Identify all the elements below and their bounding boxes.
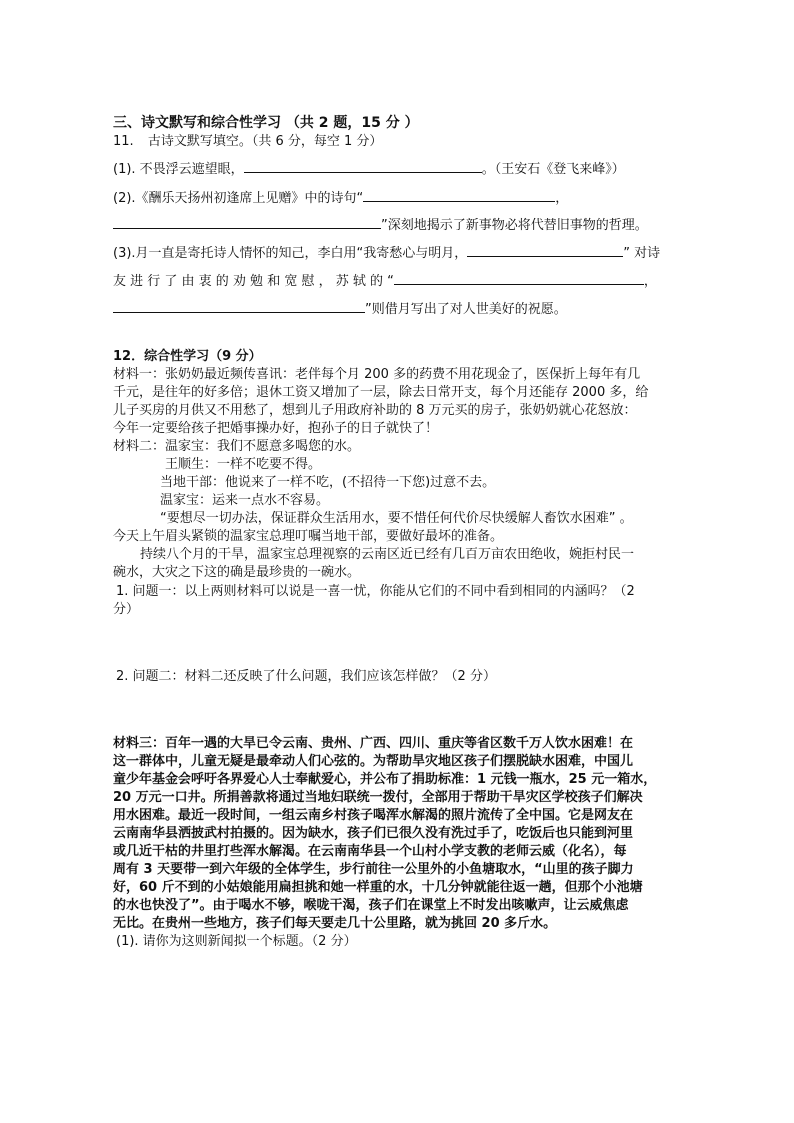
q11-item-1	[113, 160, 625, 179]
question-2: 2. 问题二：材料二还反映了什么问题，我们应该怎样做？（2 分）	[116, 669, 496, 684]
q11-item-3-line3	[113, 300, 567, 319]
q11-item-2-ending: ”深刻地揭示了新事物必将代替旧事物的哲理。	[381, 218, 648, 233]
q11-item-2-prefix: (2).《酬乐天扬州初逢席上见赠》中的诗句“	[113, 191, 364, 206]
material-3-line: 无比。在贵州一些地方，孩子们每天要走几十公里路，就为挑回 20 多斤水。	[113, 916, 557, 931]
material-3-line: 这一群体中，儿童无疑是最牵动人们心弦的。为帮助旱灾地区孩子们摆脱缺水困难，中国儿	[113, 754, 634, 769]
material-2-line: 今天上午眉头紧锁的温家宝总理叮嘱当地干部，要做好最坏的准备。	[113, 529, 504, 544]
material-1-line: 材料一：张奶奶最近频传喜讯：老伴每个月 200 多的药费不用花现金了，医保折上每年有几	[113, 367, 641, 382]
material-1-line: 儿子买房的月供又不用愁了，想到儿子用政府补助的 8 万元买的房子，张奶奶就心花怒放：	[113, 403, 637, 418]
material-2-line: 当地干部：他说来了一样不吃，(不招待一下您)过意不去。	[160, 475, 496, 490]
answer-blank[interactable]	[244, 160, 482, 173]
material-2-line: 王顺生：一样不吃要不得。	[165, 457, 322, 472]
q11-item-2-line2	[113, 216, 648, 235]
material-2-line: 持续八个月的干旱，温家宝总理视察的云南区近已经有几百万亩农田绝收，婉拒村民一	[140, 547, 635, 562]
q11-intro	[113, 133, 382, 151]
q11-number: 11.	[113, 134, 134, 149]
q11-item-3-line2-comma: ，	[643, 274, 657, 289]
q11-item-3-mid: ” 对诗	[623, 246, 661, 261]
question-1: 1. 问题一：以上两则材料可以说是一喜一忧，你能从它们的不同中看到相同的内涵吗？（2	[116, 584, 635, 599]
answer-blank[interactable]	[394, 272, 644, 285]
section-heading: 三、诗文默写和综合性学习 （共 2 题，15 分 ）	[113, 115, 419, 131]
material-1-line: 千元，是往年的好多倍；退休工资又增加了一层，除去日常开支，每个月还能存 2000 多，给	[113, 385, 649, 400]
material-2-line: 温家宝：运来一点水不容易。	[160, 493, 330, 508]
material-3-line: 材料三：百年一遇的大旱已令云南、贵州、广西、四川、重庆等省区数千万人饮水困难！在	[113, 736, 634, 751]
q11-instruction: 古诗文默写填空。（共 6 分，每空 1 分）	[147, 134, 383, 149]
material-3-line: 20 万元一口井。所捐善款将通过当地妇联统一拨付，全部用于帮助干旱灾区学校孩子们解决	[113, 790, 643, 805]
q11-item-3-ending: ”则借月写出了对人世美好的祝愿。	[365, 302, 567, 317]
material-3-line: 好，60 斤不到的小姑娘能用扁担挑和她一样重的水，十几分钟就能往返一趟，但那个小池塘	[113, 880, 643, 895]
q11-item-2-comma: ，	[555, 191, 569, 206]
material-2-line: 碗水，大灾之下这的确是最珍贵的一碗水。	[113, 565, 361, 580]
q11-item-3-line2-prefix: 友 进 行 了 由 衷 的 劝 勉 和 宽 慰 ， 苏 轼 的 “	[113, 274, 394, 289]
q11-item-3-line2	[113, 272, 657, 291]
answer-blank[interactable]	[113, 300, 365, 313]
material-2-line: “要想尽一切办法，保证群众生活用水，要不惜任何代价尽快缓解人畜饮水困难” 。	[160, 511, 633, 526]
answer-blank[interactable]	[363, 189, 555, 202]
q11-item-3-prefix: (3).月一直是寄托诗人情怀的知己，李白用“我寄愁心与明月，	[113, 246, 468, 261]
material-3-line: 用水困难。最近一段时间，一组云南乡村孩子喝浑水解渴的照片流传了全中国。它是网友在	[113, 808, 634, 823]
material-1-line: 今年一定要给孩子把婚事操办好，抱孙子的日子就快了！	[113, 421, 439, 436]
answer-blank[interactable]	[467, 244, 623, 257]
q11-item-1-prefix: (1). 不畏浮云遮望眼，	[113, 162, 244, 177]
material-2-line: 材料二：温家宝：我们不愿意多喝您的水。	[113, 439, 361, 454]
q11-item-2	[113, 189, 568, 208]
material-3-line: 云南南华县洒披武村拍摄的。因为缺水，孩子们已很久没有洗过手了，吃饭后也只能到河里	[113, 826, 634, 841]
material-3-question-1: (1). 请你为这则新闻拟一个标题。（2 分）	[116, 934, 357, 949]
q12-heading: 12．综合性学习（9 分）	[113, 349, 262, 364]
q11-item-3	[113, 244, 660, 263]
q11-item-1-suffix: 。（王安石《登飞来峰》）	[481, 162, 625, 177]
material-3-line: 或几近干枯的井里打些浑水解渴。在云南南华县一个山村小学支教的老师云威（化名），每	[113, 844, 627, 859]
material-3-line: 的水也快没了”。由于喝水不够，喉咙干渴，孩子们在课堂上不时发出咳嗽声，让云威焦虑	[113, 898, 629, 913]
question-1-cont: 分）	[113, 602, 140, 617]
material-3-line: 周有 3 天要带一到六年级的全体学生，步行前往一公里外的小鱼塘取水，“山里的孩子脚力	[113, 862, 634, 877]
material-3-line: 童少年基金会呼吁各界爱心人士奉献爱心，并公布了捐助标准：1 元钱一瓶水，25 元一箱水，	[113, 772, 657, 787]
answer-blank[interactable]	[113, 216, 381, 229]
